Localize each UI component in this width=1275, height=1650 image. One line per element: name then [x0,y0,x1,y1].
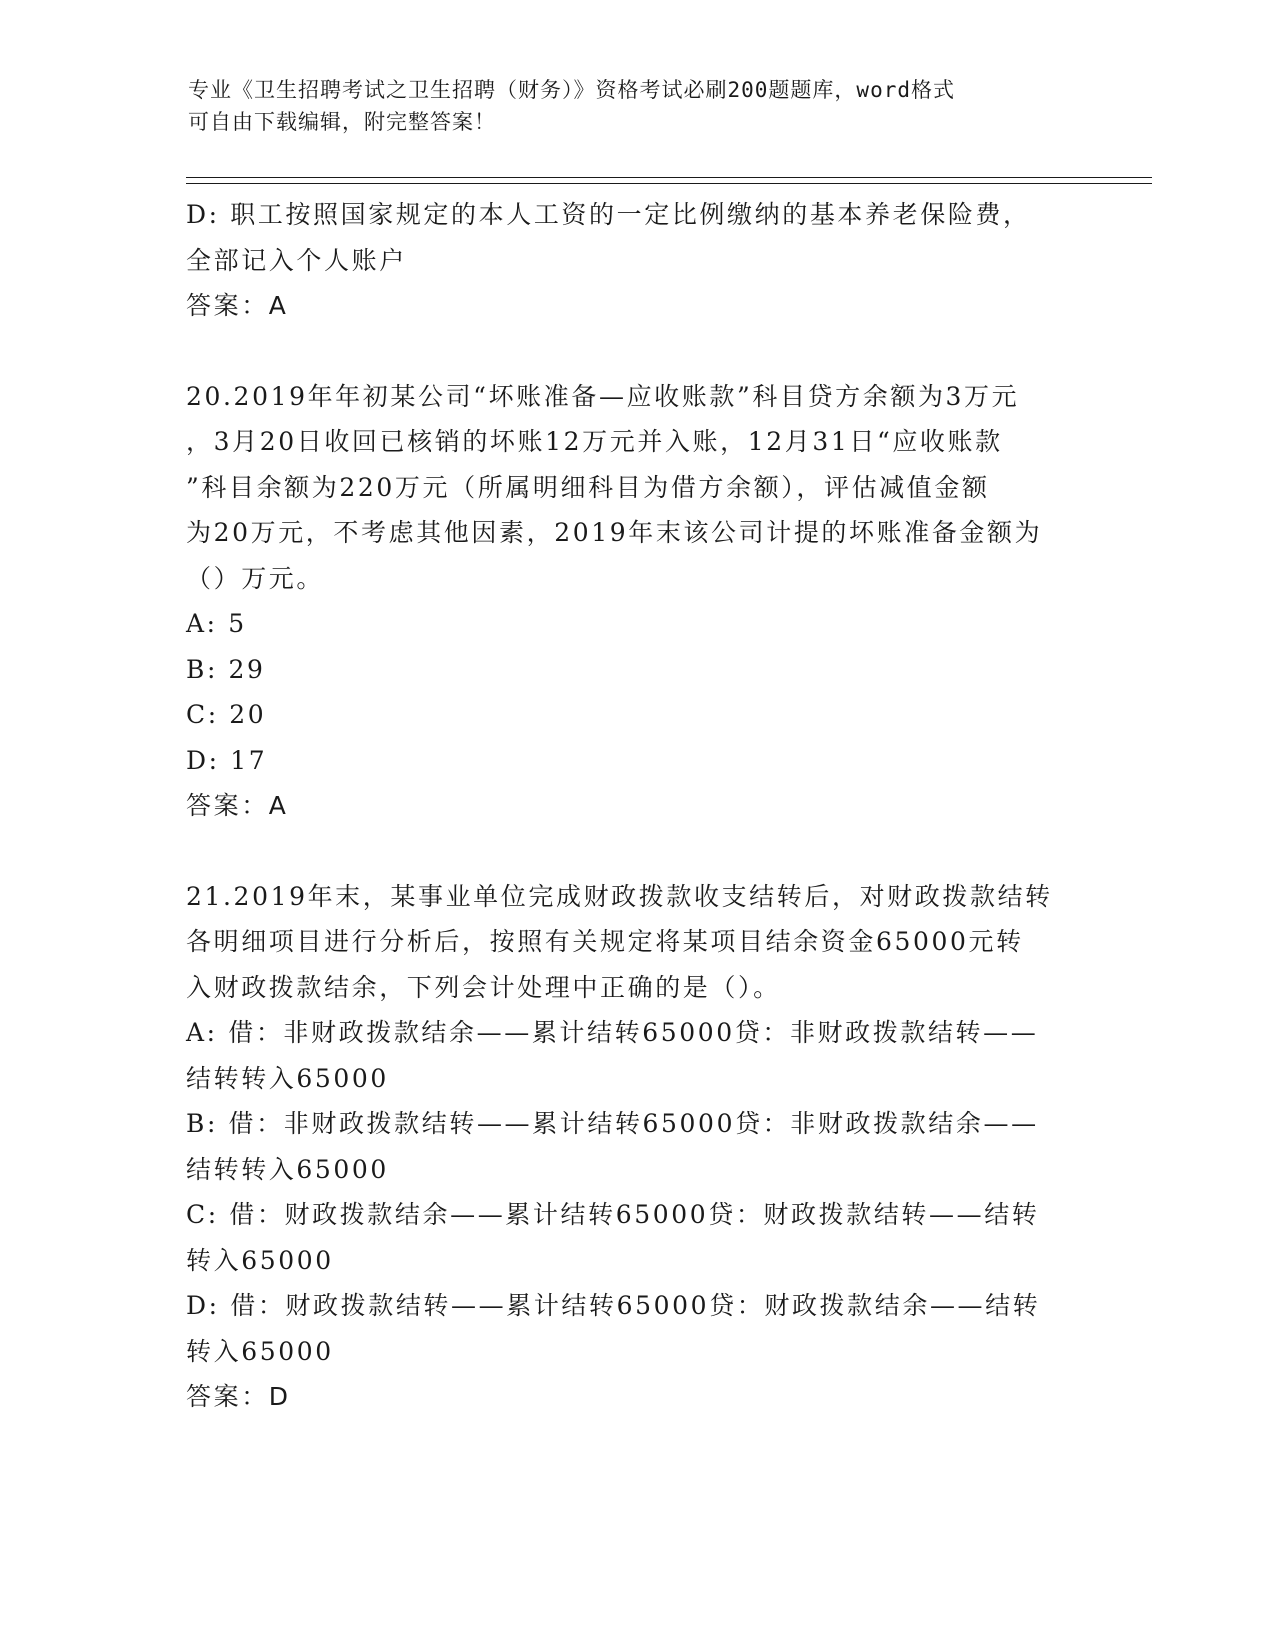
document-body [186,192,1086,1420]
question-19-tail [186,192,1086,329]
q21-stem-line: 21.2019年末，某事业单位完成财政拨款收支结转后，对财政拨款结转 [186,881,1053,911]
q21-answer: 答案：D [186,1382,291,1411]
q20-option-b: B: 29 [186,654,266,684]
q20-stem-line: 为20万元，不考虑其他因素，2019年末该公司计提的坏账准备金额为 [186,518,1043,547]
q21-option-b-line-1: B: 借：非财政拨款结转——累计结转65000贷：非财政拨款结余—— [186,1109,1039,1138]
q20-stem-line: ”科目余额为220万元（所属明细科目为借方余额），评估减值金额 [186,472,990,502]
q20-option-c: C: 20 [186,700,267,729]
q21-option-c-line-2: 转入65000 [186,1245,334,1275]
q19-option-d-line-2: 全部记入个人账户 [186,245,407,275]
document-header [188,74,1088,138]
q21-stem-line: 入财政拨款结余，下列会计处理中正确的是（）。 [186,972,781,1002]
question-21 [186,874,1086,1420]
q21-stem-line: 各明细项目进行分析后，按照有关规定将某项目结余资金65000元转 [186,927,1024,956]
q21-option-a-line-1: A: 借：非财政拨款结余——累计结转65000贷：非财政拨款结转—— [186,1018,1039,1047]
q19-answer: 答案：A [186,291,289,320]
q20-stem-line: 20.2019年年初某公司“坏账准备—应收账款”科目贷方余额为3万元 [186,381,1020,411]
header-divider-bottom [186,183,1152,184]
spacer [186,829,1086,874]
header-divider-top [186,177,1152,178]
q19-option-d-line-1: D: 职工按照国家规定的本人工资的一定比例缴纳的基本养老保险费， [186,200,1031,229]
q20-answer: 答案：A [186,791,289,820]
q21-option-b-line-2: 结转转入65000 [186,1154,389,1184]
q21-option-d-line-1: D: 借：财政拨款结转——累计结转65000贷：财政拨款结余——结转 [186,1291,1041,1320]
header-line-2: 可自由下载编辑，附完整答案！ [188,110,496,134]
q20-option-d: D: 17 [186,745,268,775]
q21-option-c-line-1: C: 借：财政拨款结余——累计结转65000贷：财政拨款结转——结转 [186,1200,1040,1229]
q20-stem-line: ，3月20日收回已核销的坏账12万元并入账，12月31日“应收账款 [186,427,1003,456]
q20-option-a: A: 5 [186,609,247,638]
q21-option-d-line-2: 转入65000 [186,1336,334,1366]
q21-option-a-line-2: 结转转入65000 [186,1063,389,1093]
q20-stem-line: （）万元。 [186,563,325,593]
header-line-1: 专业《卫生招聘考试之卫生招聘（财务）》资格考试必刷200题题库，word格式 [188,78,955,102]
question-20 [186,374,1086,829]
spacer [186,329,1086,374]
